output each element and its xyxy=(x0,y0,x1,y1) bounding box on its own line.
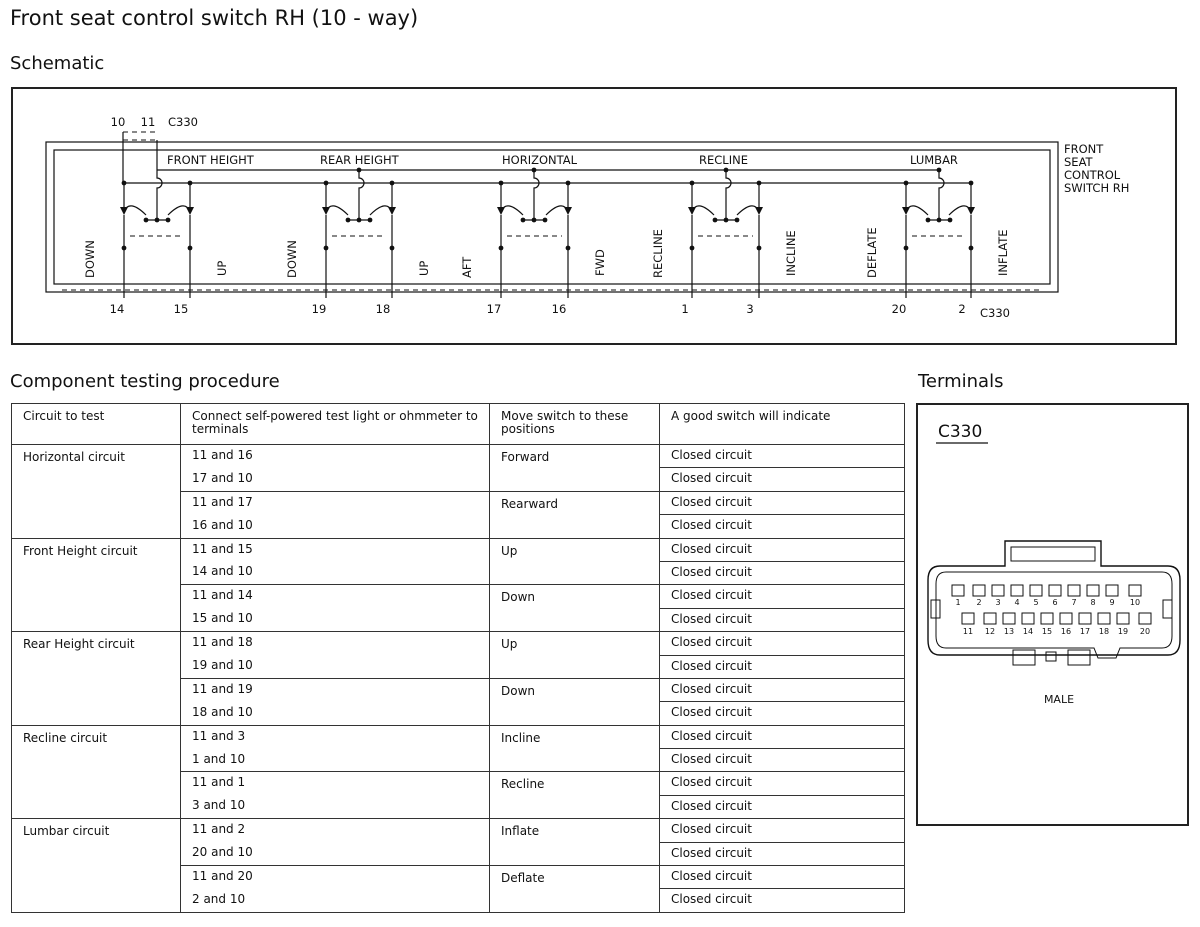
pin-number: 15 xyxy=(1041,627,1053,636)
pin-number: 19 xyxy=(1117,627,1129,636)
terminals-cell: 20 and 10 xyxy=(181,842,490,865)
pin-number: 7 xyxy=(1071,598,1077,607)
circuit-name: Rear Height circuit xyxy=(12,632,181,726)
table-row xyxy=(12,725,905,748)
direction-label: DOWN xyxy=(285,240,299,278)
junction-dot xyxy=(390,246,395,251)
switch-arm xyxy=(124,206,146,215)
pin-label: 19 xyxy=(311,302,327,316)
result-cell: Closed circuit xyxy=(660,515,905,538)
switch-name-label: FRONT xyxy=(1064,142,1104,156)
direction-label: INCLINE xyxy=(784,230,798,276)
terminals-cell: 14 and 10 xyxy=(181,561,490,584)
position-cell: Inflate xyxy=(490,819,660,866)
pin-label-10: 10 xyxy=(110,115,126,129)
group-label: HORIZONTAL xyxy=(502,153,578,167)
terminals-cell: 11 and 16 xyxy=(181,445,490,468)
position-cell: Forward xyxy=(490,445,660,492)
switch-arm xyxy=(501,206,523,215)
pin-cavity xyxy=(1129,585,1141,596)
pin-label: 2 xyxy=(958,302,966,316)
connector-key xyxy=(1046,652,1056,661)
result-cell: Closed circuit xyxy=(660,538,905,561)
terminals-cell: 2 and 10 xyxy=(181,889,490,912)
pin-number: 9 xyxy=(1109,598,1115,607)
result-cell: Closed circuit xyxy=(660,678,905,701)
header-indication: A good switch will indicate xyxy=(660,404,905,445)
table-header-row xyxy=(12,404,905,445)
result-cell: Closed circuit xyxy=(660,889,905,912)
pin-number: 4 xyxy=(1014,598,1020,607)
result-cell: Closed circuit xyxy=(660,655,905,678)
terminals-cell: 11 and 14 xyxy=(181,585,490,608)
pin-number: 12 xyxy=(984,627,996,636)
table-row xyxy=(12,632,905,655)
junction-dot xyxy=(499,246,504,251)
table-row xyxy=(12,445,905,468)
pin-number: 3 xyxy=(995,598,1001,607)
table-row xyxy=(12,538,905,561)
direction-label: INFLATE xyxy=(996,229,1010,276)
pin-number: 17 xyxy=(1079,627,1091,636)
position-cell: Down xyxy=(490,585,660,632)
terminals-cell: 3 and 10 xyxy=(181,795,490,818)
pin-number: 10 xyxy=(1129,598,1141,607)
tap-wire xyxy=(157,170,162,220)
connector-gender: MALE xyxy=(1043,693,1075,706)
schematic-heading: Schematic xyxy=(10,53,105,74)
pin-number: 16 xyxy=(1060,627,1072,636)
junction-dot xyxy=(188,246,193,251)
header-terminals: Connect self-powered test light or ohmmeter to terminals xyxy=(181,404,490,445)
pin-cavity xyxy=(1030,585,1042,596)
position-cell: Rearward xyxy=(490,491,660,538)
switch-arm xyxy=(168,206,190,215)
pin-number: 20 xyxy=(1139,627,1151,636)
pin-cavity xyxy=(992,585,1004,596)
terminals-cell: 17 and 10 xyxy=(181,468,490,491)
page-title: Front seat control switch RH (10 - way) xyxy=(10,6,419,30)
terminals-heading: Terminals xyxy=(918,371,1004,392)
result-cell: Closed circuit xyxy=(660,749,905,772)
pin-label: 18 xyxy=(375,302,391,316)
switch-arm xyxy=(692,206,714,215)
connector-key xyxy=(1068,650,1090,665)
result-cell: Closed circuit xyxy=(660,866,905,889)
junction-dot xyxy=(122,246,127,251)
terminals-cell: 18 and 10 xyxy=(181,702,490,725)
pin-number: 18 xyxy=(1098,627,1110,636)
header-circuit: Circuit to test xyxy=(12,404,181,445)
circuit-name: Front Height circuit xyxy=(12,538,181,632)
terminals-cell: 19 and 10 xyxy=(181,655,490,678)
pin-number: 5 xyxy=(1033,598,1039,607)
connector-key xyxy=(1013,650,1035,665)
result-cell: Closed circuit xyxy=(660,445,905,468)
result-cell: Closed circuit xyxy=(660,585,905,608)
terminals-cell: 11 and 20 xyxy=(181,866,490,889)
pin-label: 17 xyxy=(486,302,502,316)
pin-label: 20 xyxy=(891,302,907,316)
position-cell: Deflate xyxy=(490,866,660,913)
switch-arm xyxy=(906,206,928,215)
direction-label: AFT xyxy=(460,256,474,278)
pin-label: 3 xyxy=(746,302,754,316)
testing-procedure-table xyxy=(11,403,905,913)
position-cell: Up xyxy=(490,538,660,585)
tap-wire xyxy=(359,170,364,220)
pin-cavity xyxy=(1060,613,1072,624)
position-cell: Down xyxy=(490,678,660,725)
header-positions: Move switch to these positions xyxy=(490,404,660,445)
direction-label: DEFLATE xyxy=(865,227,879,278)
pin-cavity xyxy=(1022,613,1034,624)
result-cell: Closed circuit xyxy=(660,819,905,842)
pin-number: 11 xyxy=(962,627,974,636)
group-label: LUMBAR xyxy=(910,153,958,167)
schematic-diagram xyxy=(13,89,1175,343)
pin-cavity xyxy=(984,613,996,624)
pin-cavity xyxy=(1011,585,1023,596)
terminals-cell: 11 and 18 xyxy=(181,632,490,655)
direction-label: UP xyxy=(417,260,431,276)
result-cell: Closed circuit xyxy=(660,491,905,514)
tap-wire xyxy=(939,170,944,220)
pin-cavity xyxy=(1041,613,1053,624)
pin-cavity xyxy=(1079,613,1091,624)
tap-wire xyxy=(726,170,731,220)
pin-cavity xyxy=(1049,585,1061,596)
switch-arm xyxy=(370,206,392,215)
result-cell: Closed circuit xyxy=(660,725,905,748)
tap-wire xyxy=(534,170,539,220)
terminals-cell: 11 and 15 xyxy=(181,538,490,561)
junction-dot xyxy=(904,246,909,251)
pin-label: 1 xyxy=(681,302,689,316)
pin-number: 8 xyxy=(1090,598,1096,607)
direction-label: DOWN xyxy=(83,240,97,278)
pin-cavity xyxy=(1139,613,1151,624)
connector-latch xyxy=(1011,547,1095,561)
connector-label-bottom: C330 xyxy=(980,306,1010,320)
terminals-cell: 11 and 2 xyxy=(181,819,490,842)
position-cell: Up xyxy=(490,632,660,679)
schematic-frame xyxy=(11,87,1177,345)
result-cell: Closed circuit xyxy=(660,468,905,491)
pin-label: 16 xyxy=(551,302,567,316)
terminals-cell: 11 and 1 xyxy=(181,772,490,795)
junction-dot xyxy=(566,246,571,251)
junction-dot xyxy=(969,246,974,251)
result-cell: Closed circuit xyxy=(660,842,905,865)
junction-dot xyxy=(324,246,329,251)
table-row xyxy=(12,819,905,842)
switch-name-label: SWITCH RH xyxy=(1064,181,1130,195)
terminals-frame xyxy=(916,403,1189,826)
pin-number: 6 xyxy=(1052,598,1058,607)
result-cell: Closed circuit xyxy=(660,632,905,655)
circuit-name: Recline circuit xyxy=(12,725,181,819)
terminals-cell: 16 and 10 xyxy=(181,515,490,538)
junction-dot xyxy=(757,246,762,251)
pin-cavity xyxy=(952,585,964,596)
connector-label-top: C330 xyxy=(168,115,198,129)
pin-label: 14 xyxy=(109,302,125,316)
switch-arm xyxy=(546,206,568,215)
result-cell: Closed circuit xyxy=(660,561,905,584)
connector-diagram xyxy=(918,405,1187,824)
result-cell: Closed circuit xyxy=(660,772,905,795)
procedure-heading: Component testing procedure xyxy=(10,371,280,392)
circuit-name: Horizontal circuit xyxy=(12,445,181,539)
result-cell: Closed circuit xyxy=(660,608,905,631)
connector-side-tab xyxy=(1163,600,1172,618)
switch-name-label: CONTROL xyxy=(1064,168,1121,182)
pin-label: 15 xyxy=(173,302,189,316)
group-label: FRONT HEIGHT xyxy=(167,153,254,167)
result-cell: Closed circuit xyxy=(660,702,905,725)
terminals-cell: 11 and 19 xyxy=(181,678,490,701)
connector-name: C330 xyxy=(938,422,983,442)
switch-arm xyxy=(326,206,348,215)
pin-cavity xyxy=(1087,585,1099,596)
pin-number: 1 xyxy=(955,598,961,607)
circuit-name: Lumbar circuit xyxy=(12,819,181,913)
table-body xyxy=(12,445,905,913)
pin-cavity xyxy=(1106,585,1118,596)
terminals-cell: 15 and 10 xyxy=(181,608,490,631)
terminals-cell: 1 and 10 xyxy=(181,749,490,772)
pin-cavity xyxy=(973,585,985,596)
position-cell: Recline xyxy=(490,772,660,819)
junction-dot xyxy=(690,246,695,251)
pin-cavity xyxy=(1117,613,1129,624)
direction-label: UP xyxy=(215,260,229,276)
pin-number: 14 xyxy=(1022,627,1034,636)
terminals-cell: 11 and 3 xyxy=(181,725,490,748)
pin-cavity xyxy=(1098,613,1110,624)
direction-label: RECLINE xyxy=(651,229,665,278)
switch-arm xyxy=(737,206,759,215)
pin-label-11: 11 xyxy=(140,115,156,129)
group-label: RECLINE xyxy=(699,153,748,167)
result-cell: Closed circuit xyxy=(660,795,905,818)
terminals-cell: 11 and 17 xyxy=(181,491,490,514)
pin-cavity xyxy=(1003,613,1015,624)
pin-number: 13 xyxy=(1003,627,1015,636)
position-cell: Incline xyxy=(490,725,660,772)
direction-label: FWD xyxy=(593,249,607,276)
pin-number: 2 xyxy=(976,598,982,607)
pin-cavity xyxy=(962,613,974,624)
group-label: REAR HEIGHT xyxy=(320,153,399,167)
pin-cavity xyxy=(1068,585,1080,596)
switch-arm xyxy=(949,206,971,215)
switch-name-label: SEAT xyxy=(1064,155,1093,169)
